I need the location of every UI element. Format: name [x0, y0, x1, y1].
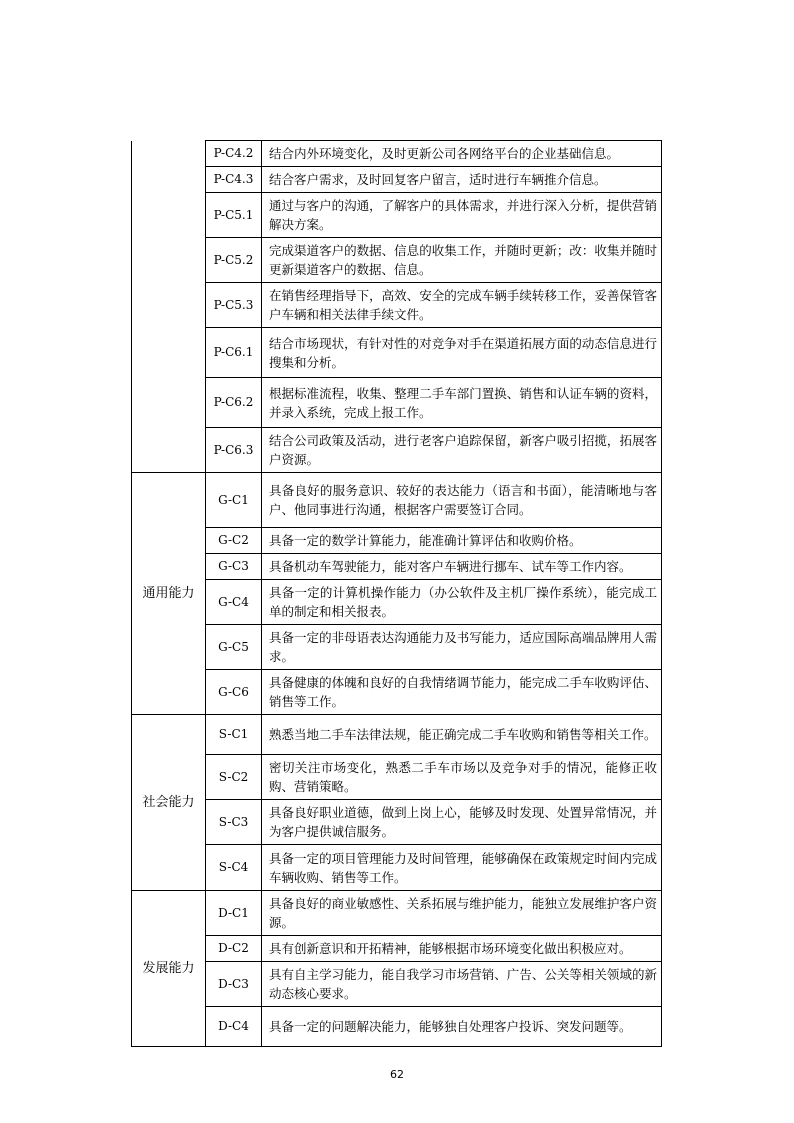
description-cell: 具备一定的数学计算能力，能准确计算评估和收购价格。	[262, 528, 662, 554]
code-cell: D-C1	[206, 891, 262, 936]
code-cell: G-C5	[206, 625, 262, 670]
competency-table	[131, 140, 662, 1047]
table-row	[132, 473, 662, 528]
description-cell: 结合内外环境变化，及时更新公司各网络平台的企业基础信息。	[262, 141, 662, 167]
table-row	[132, 755, 662, 800]
code-cell: P-C6.3	[206, 428, 262, 473]
competency-table-body	[132, 141, 662, 1047]
description-cell: 根据标准流程，收集、整理二手车部门置换、销售和认证车辆的资料，并录入系统，完成上报工作。	[262, 378, 662, 428]
table-row	[132, 328, 662, 378]
category-cell: 通用能力	[132, 473, 206, 715]
table-row	[132, 891, 662, 936]
description-cell: 结合客户需求，及时回复客户留言，适时进行车辆推介信息。	[262, 167, 662, 193]
table-row	[132, 625, 662, 670]
code-cell: D-C3	[206, 962, 262, 1007]
description-cell: 具备一定的计算机操作能力（办公软件及主机厂操作系统），能完成工单的制定和相关报表。	[262, 580, 662, 625]
description-cell: 具备机动车驾驶能力，能对客户车辆进行挪车、试车等工作内容。	[262, 554, 662, 580]
description-cell: 在销售经理指导下，高效、安全的完成车辆手续转移工作，妥善保管客户车辆和相关法律手续文件。	[262, 283, 662, 328]
description-cell: 具备良好职业道德，做到上岗上心，能够及时发现、处置异常情况，并为客户提供诚信服务。	[262, 800, 662, 845]
code-cell: S-C4	[206, 845, 262, 891]
description-cell: 具有自主学习能力，能自我学习市场营销、广告、公关等相关领域的新动态核心要求。	[262, 962, 662, 1007]
description-cell: 具备一定的项目管理能力及时间管理，能够确保在政策规定时间内完成车辆收购、销售等工作。	[262, 845, 662, 891]
category-cell: 发展能力	[132, 891, 206, 1047]
competency-table-container	[131, 140, 661, 1047]
table-row	[132, 845, 662, 891]
description-cell: 具备健康的体魄和良好的自我情绪调节能力，能完成二手车收购评估、销售等工作。	[262, 670, 662, 715]
description-cell: 结合市场现状，有针对性的对竞争对手在渠道拓展方面的动态信息进行搜集和分析。	[262, 328, 662, 378]
code-cell: D-C2	[206, 936, 262, 962]
code-cell: S-C3	[206, 800, 262, 845]
table-row	[132, 283, 662, 328]
code-cell: P-C6.2	[206, 378, 262, 428]
description-cell: 通过与客户的沟通，了解客户的具体需求，并进行深入分析，提供营销解决方案。	[262, 193, 662, 238]
table-row	[132, 193, 662, 238]
code-cell: P-C6.1	[206, 328, 262, 378]
table-row	[132, 962, 662, 1007]
code-cell: P-C4.2	[206, 141, 262, 167]
description-cell: 具备一定的问题解决能力，能够独自处理客户投诉、突发问题等。	[262, 1007, 662, 1047]
code-cell: S-C2	[206, 755, 262, 800]
description-cell: 密切关注市场变化，熟悉二手车市场以及竞争对手的情况，能修正收购、营销策略。	[262, 755, 662, 800]
table-row	[132, 715, 662, 755]
category-cell: 社会能力	[132, 715, 206, 891]
description-cell: 熟悉当地二手车法律法规，能正确完成二手车收购和销售等相关工作。	[262, 715, 662, 755]
table-row	[132, 238, 662, 283]
table-row	[132, 378, 662, 428]
description-cell: 完成渠道客户的数据、信息的收集工作，并随时更新；改：收集并随时更新渠道客户的数据、信息。	[262, 238, 662, 283]
table-row	[132, 428, 662, 473]
description-cell: 具备良好的服务意识、较好的表达能力（语言和书面），能清晰地与客户、他同事进行沟通，根据客户需要签订合同。	[262, 473, 662, 528]
code-cell: G-C3	[206, 554, 262, 580]
table-row	[132, 167, 662, 193]
table-row	[132, 554, 662, 580]
category-cell	[132, 141, 206, 473]
table-row	[132, 800, 662, 845]
table-row	[132, 670, 662, 715]
code-cell: G-C2	[206, 528, 262, 554]
code-cell: P-C5.1	[206, 193, 262, 238]
table-row	[132, 1007, 662, 1047]
code-cell: P-C5.2	[206, 238, 262, 283]
page-number: 62	[390, 1068, 404, 1081]
description-cell: 结合公司政策及活动，进行老客户追踪保留，新客户吸引招揽，拓展客户资源。	[262, 428, 662, 473]
table-row	[132, 141, 662, 167]
code-cell: S-C1	[206, 715, 262, 755]
code-cell: P-C5.3	[206, 283, 262, 328]
table-row	[132, 580, 662, 625]
code-cell: G-C6	[206, 670, 262, 715]
code-cell: G-C4	[206, 580, 262, 625]
table-row	[132, 936, 662, 962]
table-row	[132, 528, 662, 554]
code-cell: P-C4.3	[206, 167, 262, 193]
code-cell: D-C4	[206, 1007, 262, 1047]
description-cell: 具备良好的商业敏感性、关系拓展与维护能力，能独立发展维护客户资源。	[262, 891, 662, 936]
description-cell: 具备一定的非母语表达沟通能力及书写能力，适应国际高端品牌用人需求。	[262, 625, 662, 670]
description-cell: 具有创新意识和开拓精神，能够根据市场环境变化做出积极应对。	[262, 936, 662, 962]
code-cell: G-C1	[206, 473, 262, 528]
